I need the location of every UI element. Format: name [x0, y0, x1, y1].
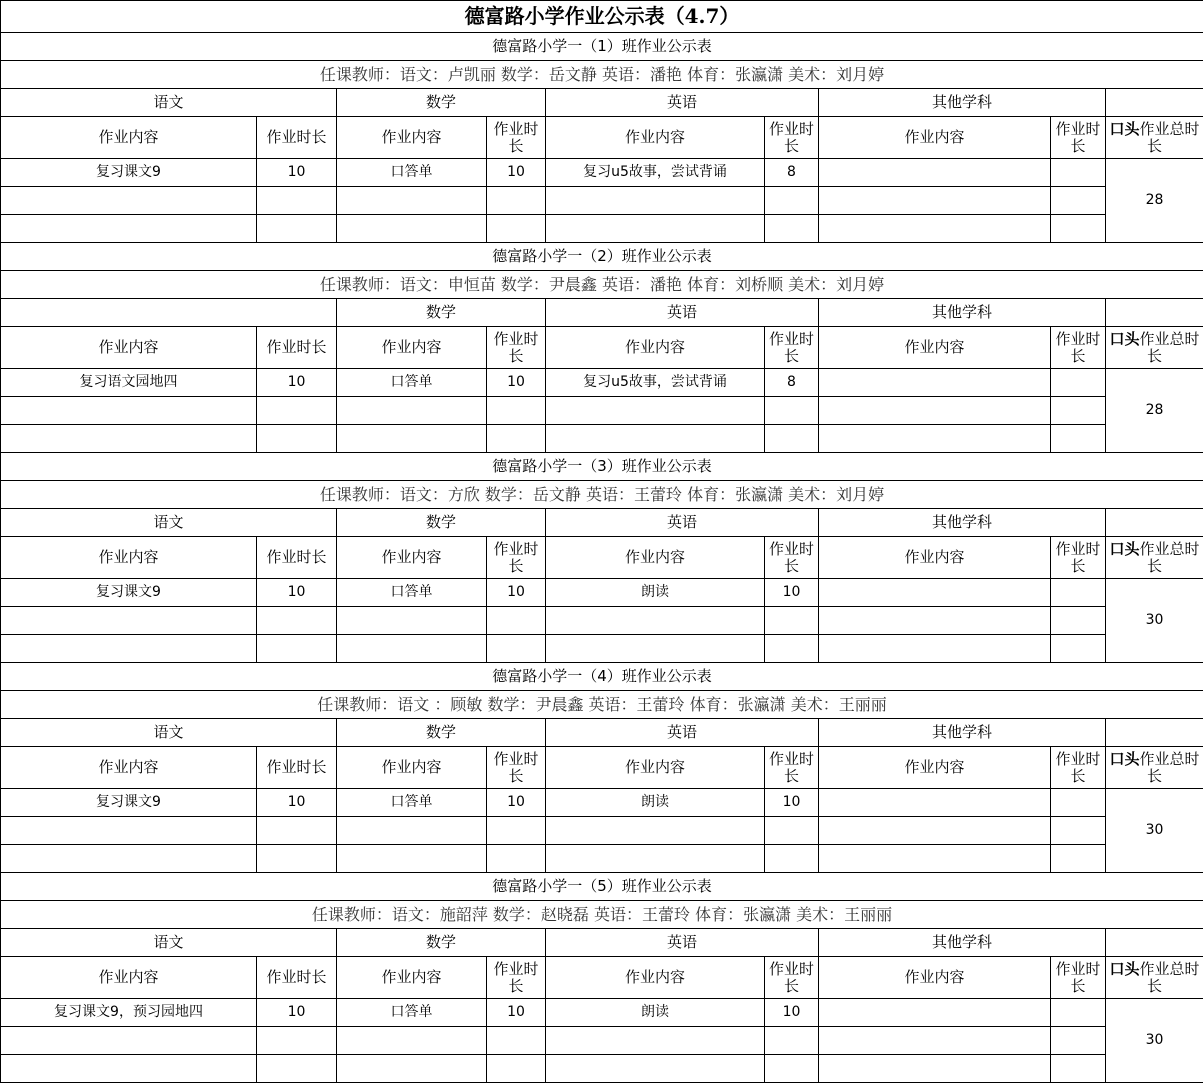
math-homework[interactable]: 口答单 — [337, 159, 487, 187]
class-title-row — [1, 243, 1203, 271]
math-homework[interactable]: 口答单 — [337, 999, 487, 1027]
empty-row — [1, 215, 1203, 243]
homework-row — [1, 789, 1203, 817]
empty-cell[interactable] — [257, 187, 337, 215]
teachers-line[interactable]: 任课教师：语文：方欣 数学：岳文静 英语：王蕾玲 体育：张瀛潇 美术：刘月婷 — [1, 481, 1203, 509]
total-duration-header[interactable] — [1106, 327, 1203, 369]
total-header-bold: 口头 — [1109, 959, 1140, 978]
total-duration[interactable]: 28 — [1106, 159, 1203, 243]
total-header-rest: 作业总时长 — [1139, 749, 1200, 785]
subject-row — [1, 89, 1203, 117]
empty-cell[interactable] — [765, 607, 819, 635]
duration-header[interactable]: 作业时长 — [487, 747, 546, 789]
empty-cell[interactable] — [819, 607, 1051, 635]
empty-cell[interactable] — [337, 187, 487, 215]
empty-cell[interactable] — [257, 397, 337, 425]
subject-blank[interactable] — [1106, 509, 1203, 537]
class-title[interactable]: 德富路小学一（4）班作业公示表 — [1, 663, 1203, 691]
empty-cell[interactable] — [1, 397, 257, 425]
empty-row — [1, 635, 1203, 663]
content-header[interactable]: 作业内容 — [546, 327, 765, 369]
total-header-bold: 口头 — [1109, 539, 1140, 558]
column-header-row — [1, 327, 1203, 369]
empty-cell[interactable] — [1051, 607, 1106, 635]
empty-cell[interactable] — [1051, 1027, 1106, 1055]
content-header[interactable]: 作业内容 — [546, 117, 765, 159]
math-time[interactable]: 10 — [487, 159, 546, 187]
content-header[interactable]: 作业内容 — [1, 327, 257, 369]
empty-cell[interactable] — [257, 845, 337, 873]
subject-chinese[interactable]: 语文 — [1, 929, 337, 957]
class-title[interactable]: 德富路小学一（2）班作业公示表 — [1, 243, 1203, 271]
english-homework[interactable]: 朗读 — [546, 579, 765, 607]
other-time[interactable] — [1051, 999, 1106, 1027]
empty-cell[interactable] — [819, 1027, 1051, 1055]
total-header-bold: 口头 — [1109, 329, 1140, 348]
total-duration-header[interactable] — [1106, 537, 1203, 579]
empty-cell[interactable] — [819, 187, 1051, 215]
empty-cell[interactable] — [819, 397, 1051, 425]
empty-cell[interactable] — [257, 215, 337, 243]
other-time[interactable] — [1051, 159, 1106, 187]
duration-header[interactable]: 作业时长 — [257, 957, 337, 999]
empty-cell[interactable] — [487, 187, 546, 215]
class-title-row — [1, 873, 1203, 901]
empty-cell[interactable] — [546, 845, 765, 873]
duration-header[interactable]: 作业时长 — [1051, 327, 1106, 369]
subject-blank[interactable] — [1106, 89, 1203, 117]
class-title[interactable]: 德富路小学一（3）班作业公示表 — [1, 453, 1203, 481]
class-title[interactable]: 德富路小学一（1）班作业公示表 — [1, 33, 1203, 61]
english-homework[interactable]: 复习u5故事，尝试背诵 — [546, 159, 765, 187]
empty-cell[interactable] — [765, 1055, 819, 1083]
empty-cell[interactable] — [819, 1055, 1051, 1083]
empty-cell[interactable] — [546, 817, 765, 845]
duration-header[interactable]: 作业时长 — [257, 747, 337, 789]
math-time[interactable]: 10 — [487, 999, 546, 1027]
empty-cell[interactable] — [546, 187, 765, 215]
empty-cell[interactable] — [487, 635, 546, 663]
empty-cell[interactable] — [337, 1055, 487, 1083]
duration-header[interactable]: 作业时长 — [1051, 747, 1106, 789]
other-time[interactable] — [1051, 579, 1106, 607]
subject-english[interactable]: 英语 — [546, 299, 819, 327]
column-header-row — [1, 957, 1203, 999]
content-header[interactable]: 作业内容 — [546, 957, 765, 999]
homework-row — [1, 369, 1203, 397]
empty-row — [1, 187, 1203, 215]
content-header[interactable]: 作业内容 — [819, 957, 1051, 999]
empty-cell[interactable] — [546, 607, 765, 635]
empty-cell[interactable] — [1051, 845, 1106, 873]
total-header-rest: 作业总时长 — [1139, 539, 1200, 575]
empty-cell[interactable] — [337, 817, 487, 845]
subject-blank[interactable] — [1106, 929, 1203, 957]
empty-row — [1, 607, 1203, 635]
duration-header[interactable]: 作业时长 — [257, 327, 337, 369]
content-header[interactable]: 作业内容 — [1, 537, 257, 579]
empty-cell[interactable] — [337, 845, 487, 873]
empty-cell[interactable] — [819, 635, 1051, 663]
duration-header[interactable]: 作业时长 — [1051, 537, 1106, 579]
english-time[interactable]: 8 — [765, 369, 819, 397]
empty-cell[interactable] — [1, 425, 257, 453]
empty-cell[interactable] — [1051, 635, 1106, 663]
duration-header[interactable]: 作业时长 — [765, 327, 819, 369]
empty-cell[interactable] — [765, 845, 819, 873]
content-header[interactable]: 作业内容 — [546, 537, 765, 579]
subject-row — [1, 929, 1203, 957]
chinese-time[interactable]: 10 — [257, 369, 337, 397]
empty-row — [1, 425, 1203, 453]
subject-english[interactable]: 英语 — [546, 509, 819, 537]
total-header-rest: 作业总时长 — [1139, 959, 1200, 995]
empty-cell[interactable] — [257, 1027, 337, 1055]
duration-header[interactable]: 作业时长 — [1051, 117, 1106, 159]
empty-cell[interactable] — [1, 1027, 257, 1055]
english-time[interactable]: 10 — [765, 789, 819, 817]
other-homework[interactable] — [819, 369, 1051, 397]
subject-english[interactable]: 英语 — [546, 719, 819, 747]
teachers-row — [1, 901, 1203, 929]
empty-cell[interactable] — [819, 215, 1051, 243]
subject-other[interactable]: 其他学科 — [819, 929, 1106, 957]
homework-row — [1, 579, 1203, 607]
empty-cell[interactable] — [337, 607, 487, 635]
total-duration[interactable]: 28 — [1106, 369, 1203, 453]
empty-cell[interactable] — [257, 425, 337, 453]
subject-chinese[interactable]: 语文 — [1, 719, 337, 747]
subject-math[interactable]: 数学 — [337, 719, 546, 747]
empty-cell[interactable] — [1, 187, 257, 215]
chinese-time[interactable]: 10 — [257, 789, 337, 817]
duration-header[interactable]: 作业时长 — [765, 747, 819, 789]
english-homework[interactable]: 朗读 — [546, 999, 765, 1027]
duration-header[interactable]: 作业时长 — [487, 957, 546, 999]
total-header-bold: 口头 — [1109, 749, 1140, 768]
subject-math[interactable]: 数学 — [337, 299, 546, 327]
teachers-line[interactable]: 任课教师：语文：卢凯丽 数学：岳文静 英语：潘艳 体育：张瀛潇 美术：刘月婷 — [1, 61, 1203, 89]
empty-cell[interactable] — [487, 425, 546, 453]
other-homework[interactable] — [819, 999, 1051, 1027]
content-header[interactable]: 作业内容 — [546, 747, 765, 789]
teachers-row — [1, 481, 1203, 509]
duration-header[interactable]: 作业时长 — [257, 537, 337, 579]
teachers-row — [1, 61, 1203, 89]
chinese-homework[interactable]: 复习课文9 — [1, 579, 257, 607]
empty-cell[interactable] — [546, 1027, 765, 1055]
empty-cell[interactable] — [1051, 425, 1106, 453]
subject-blank[interactable] — [1106, 299, 1203, 327]
chinese-time[interactable]: 10 — [257, 159, 337, 187]
empty-cell[interactable] — [1051, 187, 1106, 215]
empty-cell[interactable] — [337, 635, 487, 663]
empty-cell[interactable] — [337, 397, 487, 425]
content-header[interactable]: 作业内容 — [337, 327, 487, 369]
english-time[interactable]: 8 — [765, 159, 819, 187]
empty-cell[interactable] — [487, 817, 546, 845]
other-time[interactable] — [1051, 789, 1106, 817]
empty-cell[interactable] — [257, 1055, 337, 1083]
homework-row — [1, 999, 1203, 1027]
title-row — [1, 1, 1203, 33]
content-header[interactable]: 作业内容 — [819, 747, 1051, 789]
content-header[interactable]: 作业内容 — [819, 327, 1051, 369]
empty-cell[interactable] — [487, 845, 546, 873]
empty-cell[interactable] — [765, 635, 819, 663]
empty-cell[interactable] — [337, 215, 487, 243]
chinese-homework[interactable]: 复习课文9 — [1, 789, 257, 817]
empty-row — [1, 1027, 1203, 1055]
duration-header[interactable]: 作业时长 — [1051, 957, 1106, 999]
math-time[interactable]: 10 — [487, 579, 546, 607]
empty-cell[interactable] — [1, 1055, 257, 1083]
empty-cell[interactable] — [1051, 1055, 1106, 1083]
content-header[interactable]: 作业内容 — [337, 117, 487, 159]
empty-cell[interactable] — [765, 397, 819, 425]
teachers-line[interactable]: 任课教师：语文 ：顾敏 数学：尹晨鑫 英语：王蕾玲 体育：张瀛潇 美术：王丽丽 — [1, 691, 1203, 719]
empty-cell[interactable] — [546, 425, 765, 453]
empty-cell[interactable] — [487, 397, 546, 425]
column-header-row — [1, 747, 1203, 789]
content-header[interactable]: 作业内容 — [819, 117, 1051, 159]
empty-cell[interactable] — [765, 215, 819, 243]
empty-cell[interactable] — [819, 425, 1051, 453]
english-homework[interactable]: 朗读 — [546, 789, 765, 817]
subject-math[interactable]: 数学 — [337, 89, 546, 117]
homework-row — [1, 159, 1203, 187]
empty-cell[interactable] — [1, 845, 257, 873]
sheet-title[interactable]: 德富路小学作业公示表（4.7） — [1, 1, 1203, 33]
subject-row — [1, 299, 1203, 327]
subject-english[interactable]: 英语 — [546, 89, 819, 117]
math-time[interactable]: 10 — [487, 369, 546, 397]
math-homework[interactable]: 口答单 — [337, 369, 487, 397]
chinese-homework[interactable]: 复习课文9 — [1, 159, 257, 187]
teachers-line[interactable]: 任课教师：语文：施韶萍 数学：赵晓磊 英语：王蕾玲 体育：张瀛潇 美术：王丽丽 — [1, 901, 1203, 929]
english-homework[interactable]: 复习u5故事，尝试背诵 — [546, 369, 765, 397]
english-time[interactable]: 10 — [765, 999, 819, 1027]
english-time[interactable]: 10 — [765, 579, 819, 607]
duration-header[interactable]: 作业时长 — [765, 957, 819, 999]
other-homework[interactable] — [819, 159, 1051, 187]
chinese-homework[interactable]: 复习语文园地四 — [1, 369, 257, 397]
empty-cell[interactable] — [257, 817, 337, 845]
class-title-row — [1, 33, 1203, 61]
empty-cell[interactable] — [546, 397, 765, 425]
chinese-homework[interactable]: 复习课文9，预习园地四 — [1, 999, 257, 1027]
empty-cell[interactable] — [765, 187, 819, 215]
empty-cell[interactable] — [765, 425, 819, 453]
content-header[interactable]: 作业内容 — [337, 537, 487, 579]
empty-cell[interactable] — [1051, 817, 1106, 845]
total-header-rest: 作业总时长 — [1139, 119, 1200, 155]
subject-chinese[interactable]: 语文 — [1, 509, 337, 537]
total-duration-header[interactable] — [1106, 957, 1203, 999]
subject-row — [1, 719, 1203, 747]
subject-english[interactable]: 英语 — [546, 929, 819, 957]
empty-cell[interactable] — [487, 1055, 546, 1083]
total-duration[interactable]: 30 — [1106, 999, 1203, 1083]
subject-row — [1, 509, 1203, 537]
empty-cell[interactable] — [1, 635, 257, 663]
empty-cell[interactable] — [487, 607, 546, 635]
other-homework[interactable] — [819, 789, 1051, 817]
subject-other[interactable]: 其他学科 — [819, 719, 1106, 747]
empty-cell[interactable] — [765, 1027, 819, 1055]
empty-cell[interactable] — [765, 817, 819, 845]
content-header[interactable]: 作业内容 — [337, 957, 487, 999]
duration-header[interactable]: 作业时长 — [487, 117, 546, 159]
teachers-row — [1, 271, 1203, 299]
duration-header[interactable]: 作业时长 — [765, 537, 819, 579]
empty-row — [1, 1055, 1203, 1083]
subject-blank[interactable] — [1106, 719, 1203, 747]
total-header-bold: 口头 — [1109, 119, 1140, 138]
empty-cell[interactable] — [1051, 215, 1106, 243]
empty-row — [1, 817, 1203, 845]
duration-header[interactable]: 作业时长 — [487, 537, 546, 579]
empty-row — [1, 397, 1203, 425]
content-header[interactable]: 作业内容 — [337, 747, 487, 789]
column-header-row — [1, 117, 1203, 159]
math-homework[interactable]: 口答单 — [337, 579, 487, 607]
other-time[interactable] — [1051, 369, 1106, 397]
content-header[interactable]: 作业内容 — [819, 537, 1051, 579]
chinese-time[interactable]: 10 — [257, 999, 337, 1027]
total-header-rest: 作业总时长 — [1139, 329, 1200, 365]
empty-cell[interactable] — [487, 215, 546, 243]
empty-cell[interactable] — [1, 607, 257, 635]
other-homework[interactable] — [819, 579, 1051, 607]
empty-cell[interactable] — [337, 425, 487, 453]
total-duration-header[interactable] — [1106, 117, 1203, 159]
math-time[interactable]: 10 — [487, 789, 546, 817]
empty-cell[interactable] — [546, 1055, 765, 1083]
empty-cell[interactable] — [257, 635, 337, 663]
math-homework[interactable]: 口答单 — [337, 789, 487, 817]
subject-chinese[interactable]: 语文 — [1, 89, 337, 117]
class-title[interactable]: 德富路小学一（5）班作业公示表 — [1, 873, 1203, 901]
empty-cell[interactable] — [546, 215, 765, 243]
class-title-row — [1, 453, 1203, 481]
duration-header[interactable]: 作业时长 — [765, 117, 819, 159]
subject-math[interactable]: 数学 — [337, 509, 546, 537]
empty-cell[interactable] — [487, 1027, 546, 1055]
teachers-row — [1, 691, 1203, 719]
empty-cell[interactable] — [1, 817, 257, 845]
empty-row — [1, 845, 1203, 873]
column-header-row — [1, 537, 1203, 579]
total-duration[interactable]: 30 — [1106, 579, 1203, 663]
chinese-time[interactable]: 10 — [257, 579, 337, 607]
teachers-line[interactable]: 任课教师：语文：申恒苗 数学：尹晨鑫 英语：潘艳 体育：刘桥顺 美术：刘月婷 — [1, 271, 1203, 299]
empty-cell[interactable] — [546, 635, 765, 663]
class-title-row — [1, 663, 1203, 691]
content-header[interactable]: 作业内容 — [1, 957, 257, 999]
empty-cell[interactable] — [819, 817, 1051, 845]
content-header[interactable]: 作业内容 — [1, 117, 257, 159]
content-header[interactable]: 作业内容 — [1, 747, 257, 789]
empty-cell[interactable] — [337, 1027, 487, 1055]
empty-cell[interactable] — [819, 845, 1051, 873]
subject-other[interactable]: 其他学科 — [819, 299, 1106, 327]
duration-header[interactable]: 作业时长 — [257, 117, 337, 159]
subject-chinese[interactable] — [1, 299, 337, 327]
empty-cell[interactable] — [257, 607, 337, 635]
subject-math[interactable]: 数学 — [337, 929, 546, 957]
subject-other[interactable]: 其他学科 — [819, 89, 1106, 117]
duration-header[interactable]: 作业时长 — [487, 327, 546, 369]
subject-other[interactable]: 其他学科 — [819, 509, 1106, 537]
empty-cell[interactable] — [1051, 397, 1106, 425]
total-duration-header[interactable] — [1106, 747, 1203, 789]
empty-cell[interactable] — [1, 215, 257, 243]
total-duration[interactable]: 30 — [1106, 789, 1203, 873]
